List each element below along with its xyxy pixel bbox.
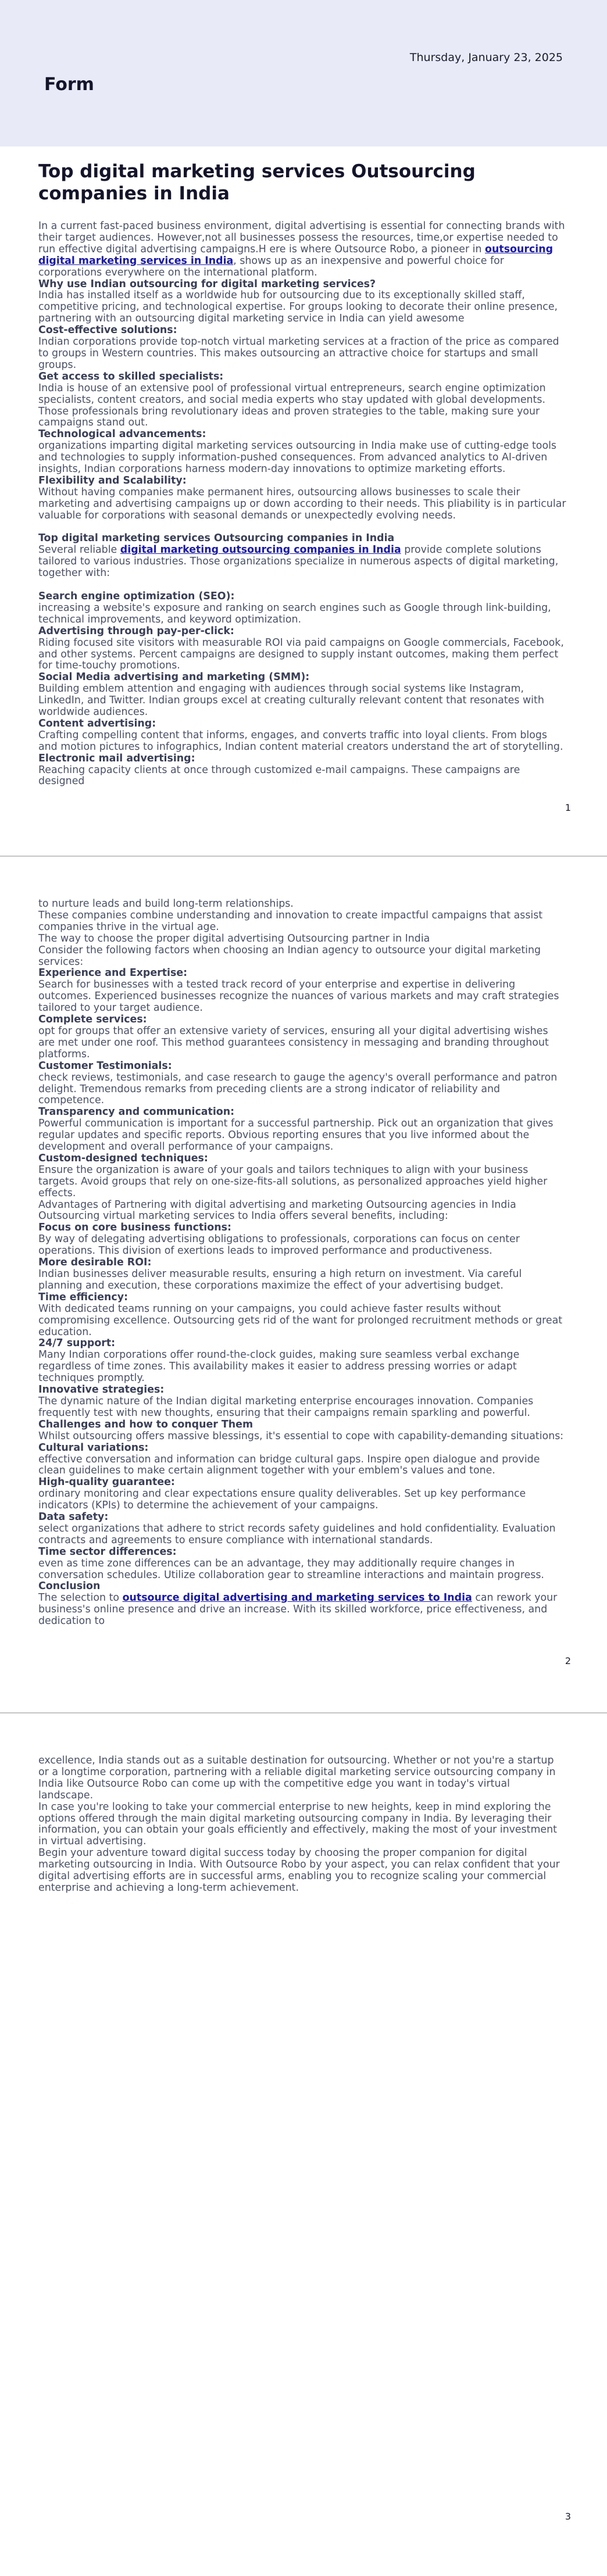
section-heading: Top digital marketing services Outsourcing companies in India xyxy=(38,532,395,545)
section-heading: Time efficiency: xyxy=(38,1291,128,1303)
body-paragraph: Riding focused site visitors with measurable ROI via paid campaigns on Google commercials, Facebook, and other systems. Percent campaigns are designed to supply instant outcomes, making them perfect for time-touchy promotions. xyxy=(38,636,564,672)
body-paragraph: Outsourcing virtual marketing services to India offers several benefits, including: xyxy=(38,1210,448,1222)
document-page-3 xyxy=(38,1755,566,1894)
body-paragraph: excellence, India stands out as a suitable destination for outsourcing. Whether or not you're a startup or a longtime corporation, partnering with a reliable digital marketing service outsourcing company in India like Outsource Robo can come up with the competitive edge you want in today's virtual landscape. xyxy=(38,1755,556,1801)
body-paragraph: Advantages of Partnering with digital advertising and marketing Outsourcing agencies in India xyxy=(38,1198,516,1211)
body-paragraph: Reaching capacity clients at once through customized e-mail campaigns. These campaigns are designed xyxy=(38,764,520,788)
section-heading: Customer Testimonials: xyxy=(38,1060,172,1072)
paragraph-text: provide complete solutions tailored to various industries. Those organizations specialize in numerous aspects of digital marketing, together with: xyxy=(38,544,559,579)
inline-link[interactable]: outsourcing digital marketing services in India xyxy=(38,243,554,267)
section-heading: Innovative strategies: xyxy=(38,1384,165,1396)
body-paragraph: effective conversation and information can bridge cultural gaps. Inspire open dialogue and provide clean guidelines to make certain alignment together with your emblem's values and tone. xyxy=(38,1453,540,1477)
section-heading: Data safety: xyxy=(38,1511,109,1523)
section-heading: Get access to skilled specialists: xyxy=(38,370,224,382)
paragraph-gap xyxy=(38,579,566,591)
section-heading: More desirable ROI: xyxy=(38,1257,152,1269)
body-paragraph: Consider the following factors when choosing an Indian agency to outsource your digital marketing services: xyxy=(38,944,541,968)
page-separator-2 xyxy=(0,1712,607,1713)
section-heading: Search engine optimization (SEO): xyxy=(38,590,235,602)
body-paragraph: opt for groups that offer an extensive variety of services, ensuring all your digital advertising wishes are met under one roof. This method guarantees consistency in messaging and branding throughout platforms. xyxy=(38,1025,549,1060)
paragraph-text: can rework your business's online presence and drive an increase. With its skilled workforce, price effectiveness, and dedication to xyxy=(38,1592,558,1627)
section-heading: Challenges and how to conquer Them xyxy=(38,1418,253,1430)
section-heading: Social Media advertising and marketing (SMM): xyxy=(38,671,310,684)
body-paragraph: Crafting compelling content that informs, engages, and converts traffic into loyal clients. From blogs and motion pictures to infographics, Indian content material creators understand the art of storytelling. xyxy=(38,729,563,753)
body-paragraph: Indian corporations provide top-notch virtual marketing services at a fraction of the price as compared to groups in Western countries. This makes outsourcing an attractive choice for startups and small groups. xyxy=(38,336,559,371)
body-paragraph: Many Indian corporations offer round-the-clock guides, making sure seamless verbal exchange regardless of time zones. This availability makes it easier to address pressing worries or adapt techniques promptly. xyxy=(38,1349,520,1384)
body-paragraph: India is house of an extensive pool of professional virtual entrepreneurs, search engine optimization specialists, content creators, and social media experts who stay updated with global developments. Those professionals bring revolutionary ideas and proven strategies to the table, making sure your campaigns stand out. xyxy=(38,382,546,429)
paragraph-text: In a current fast-paced business environment, digital advertising is essential for connecting brands with their target audiences. However,not all businesses possess the resources, time,or expertise needed to run effective digital advertising campaigns.H ere is where Outsource Robo, a pioneer in xyxy=(38,220,565,255)
body-paragraph: India has installed itself as a worldwide hub for outsourcing due to its exceptionally skilled staff, competitive pricing, and technological expertise. For groups looking to decorate their online presence, partnering with an outsourcing digital marketing service in India can yield awesome xyxy=(38,289,558,325)
page-1-body xyxy=(38,221,566,788)
form-title: Form xyxy=(44,74,94,95)
page-number-3: 3 xyxy=(565,2511,571,2522)
section-heading: Electronic mail advertising: xyxy=(38,752,195,764)
section-heading: Custom-designed techniques: xyxy=(38,1152,208,1164)
page-number-1: 1 xyxy=(565,802,571,813)
section-heading: Experience and Expertise: xyxy=(38,967,188,979)
body-paragraph: These companies combine understanding and innovation to create impactful campaigns that assist companies thrive in the virtual age. xyxy=(38,909,543,933)
section-heading: Content advertising: xyxy=(38,717,156,729)
page-3-body xyxy=(38,1755,566,1894)
body-paragraph: to nurture leads and build long-term relationships. xyxy=(38,898,294,910)
body-paragraph: Ensure the organization is aware of your goals and tailors techniques to align with your business targets. Avoid groups that rely on one-size-fits-all solutions, as personalized approaches yield higher effects. xyxy=(38,1164,548,1199)
section-heading: High-quality guarantee: xyxy=(38,1476,175,1489)
section-heading: Conclusion xyxy=(38,1580,101,1593)
body-paragraph: Search for businesses with a tested track record of your enterprise and expertise in delivering outcomes. Experienced businesses recognize the nuances of various markets and may craft strategies tailored to your target audience. xyxy=(38,979,559,1014)
body-paragraph: check reviews, testimonials, and case research to gauge the agency's overall performance and patron delight. Tremendous remarks from preceding clients are a strong indicator of reliability and competence. xyxy=(38,1071,558,1107)
page-2-body xyxy=(38,899,566,1627)
body-paragraph: increasing a website's exposure and ranking on search engines such as Google through link-building, technical improvements, and keyword optimization. xyxy=(38,602,551,625)
body-paragraph xyxy=(38,221,566,279)
body-paragraph: ordinary monitoring and clear expectations ensure quality deliverables. Set up key performance indicators (KPIs) to determine the achievement of your campaigns. xyxy=(38,1488,526,1512)
body-paragraph: By way of delegating advertising obligations to professionals, corporations can focus on center operations. This division of exertions leads to improved performance and productiveness. xyxy=(38,1233,520,1257)
document-page-1 xyxy=(38,160,566,788)
section-heading: Why use Indian outsourcing for digital marketing services? xyxy=(38,278,376,290)
section-heading: Cultural variations: xyxy=(38,1441,149,1454)
page-separator-1 xyxy=(0,856,607,857)
section-heading: Technological advancements: xyxy=(38,428,206,441)
section-heading: Time sector differences: xyxy=(38,1545,177,1558)
body-paragraph: Without having companies make permanent hires, outsourcing allows businesses to scale their marketing and advertising campaigns up or down according to their needs. This pliability is in particular valuable for corporations with seasonal demands or unexpectedly evolving needs. xyxy=(38,486,566,521)
inline-link[interactable]: outsource digital advertising and marketing services to India xyxy=(122,1592,472,1604)
body-paragraph: organizations imparting digital marketing services outsourcing in India make use of cutting-edge tools and technologies to supply information-pushed consequences. From advanced analytics to AI-driven insights, Indian corporations harness modern-day innovations to optimize marketing efforts. xyxy=(38,440,556,475)
document-page-2 xyxy=(38,899,566,1627)
section-heading: Focus on core business functions: xyxy=(38,1222,231,1234)
document-title: Top digital marketing services Outsourcing companies in India xyxy=(38,161,476,204)
page-header xyxy=(0,0,607,146)
body-paragraph: Whilst outsourcing offers massive blessings, it's essential to cope with capability-demanding situations: xyxy=(38,1430,564,1442)
body-paragraph: Powerful communication is important for a successful partnership. Pick out an organization that gives regular updates and specific reports. Obvious reporting ensures that you live informed about the development and overall performance of your campaigns. xyxy=(38,1118,554,1153)
section-heading: Flexibility and Scalability: xyxy=(38,474,187,486)
paragraph-text: The selection to xyxy=(38,1592,123,1604)
paragraph-gap xyxy=(38,522,566,534)
body-paragraph: Indian businesses deliver measurable results, ensuring a high return on investment. Via careful planning and execution, these corporations maximize the effect of your advertising budget. xyxy=(38,1268,522,1291)
section-heading: 24/7 support: xyxy=(38,1337,116,1350)
paragraph-text: , shows up as an inexpensive and powerful choice for corporations everywhere on the international platform. xyxy=(38,255,504,278)
body-paragraph: The way to choose the proper digital advertising Outsourcing partner in India xyxy=(38,932,430,944)
paragraph-text: Several reliable xyxy=(38,544,120,556)
section-heading: Complete services: xyxy=(38,1014,147,1026)
header-date: Thursday, January 23, 2025 xyxy=(409,51,563,64)
section-heading: Cost-effective solutions: xyxy=(38,324,177,337)
body-paragraph xyxy=(38,545,566,579)
body-paragraph: select organizations that adhere to strict records safety guidelines and hold confidentiality. Evaluation contracts and agreements to ensure compliance with international standards. xyxy=(38,1522,556,1546)
inline-link[interactable]: digital marketing outsourcing companies in India xyxy=(120,544,401,556)
body-paragraph: even as time zone differences can be an advantage, they may additionally require changes in conversation schedules. Utilize collaboration gear to streamline interactions and maintain progress. xyxy=(38,1557,544,1581)
body-paragraph: Begin your adventure toward digital success today by choosing the proper companion for digital marketing outsourcing in India. With Outsource Robo by your aspect, you can relax confident that your digital advertising efforts are in successful arms, enabling you to recognize scaling your commercial enterprise and achieving a long-term achievement. xyxy=(38,1847,560,1894)
body-paragraph: Building emblem attention and engaging with audiences through social systems like Instagram, LinkedIn, and Twitter. Indian groups excel at creating culturally relevant content that resonates with worldwide audiences. xyxy=(38,683,544,718)
body-paragraph: With dedicated teams running on your campaigns, you could achieve faster results without compromising excellence. Outsourcing gets rid of the want for prolonged recruitment methods or great education. xyxy=(38,1303,563,1338)
page-number-2: 2 xyxy=(565,1655,571,1666)
section-heading: Advertising through pay-per-click: xyxy=(38,625,234,637)
section-heading: Transparency and communication: xyxy=(38,1106,235,1118)
body-paragraph: In case you're looking to take your commercial enterprise to new heights, keep in mind exploring the options offered through the main digital marketing outsourcing company in India. By leveraging their information, you can obtain your goals efficiently and effectively, making the most of your investment in virtual advertising. xyxy=(38,1801,557,1848)
body-paragraph: The dynamic nature of the Indian digital marketing enterprise encourages innovation. Companies frequently test with new thoughts, ensuring that their campaigns remain sparkling and powerful. xyxy=(38,1395,534,1419)
body-paragraph xyxy=(38,1593,566,1627)
